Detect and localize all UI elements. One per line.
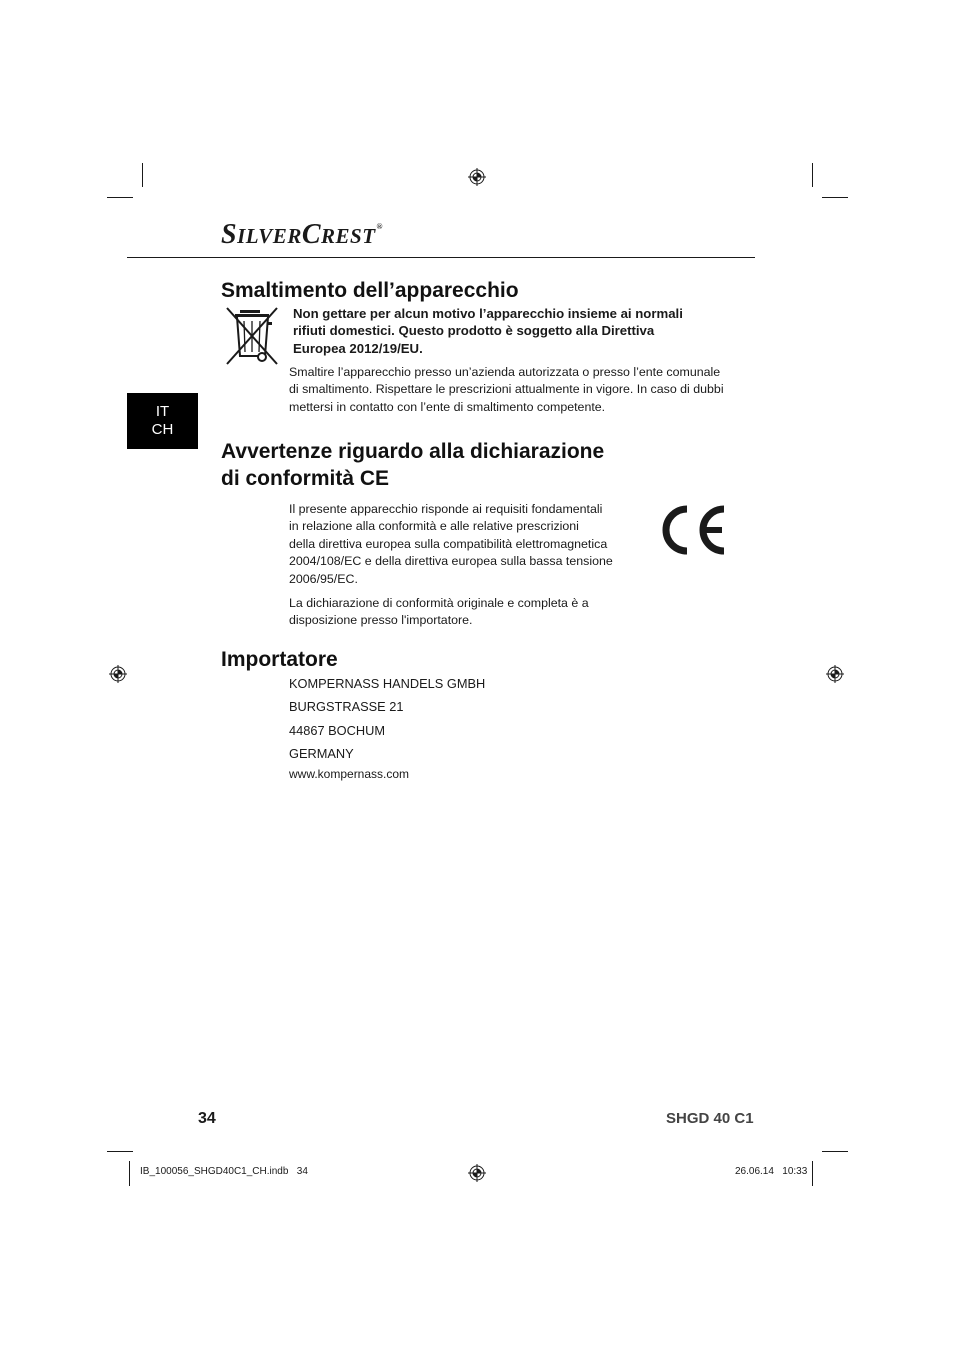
text-line: di smaltimento. Rispettare le prescrizioni attualmente in vigore. In caso di dubbi — [289, 382, 724, 397]
crop-mark — [107, 1151, 133, 1152]
section-title-ce-declaration — [221, 438, 604, 492]
print-slug-file: IB_100056_SHGD40C1_CH.indb 34 — [140, 1166, 308, 1177]
language-tab-line: CH — [151, 421, 174, 438]
logo-part: ILVER — [237, 224, 302, 248]
text-line: mettersi in contatto con l’ente di smaltimento competente. — [289, 399, 606, 414]
crop-mark — [812, 1161, 813, 1186]
ce-conformity-text — [289, 501, 613, 588]
logo-part: S — [221, 219, 238, 250]
importer-website[interactable]: www.kompernass.com — [289, 767, 410, 781]
crop-mark — [142, 163, 143, 187]
crop-mark — [822, 197, 848, 198]
registration-mark-icon — [468, 168, 486, 186]
crop-mark — [107, 197, 133, 198]
address-line: 44867 BOCHUM — [289, 722, 386, 738]
text-line: Il presente apparecchio risponde ai requisiti fondamentali — [289, 502, 603, 516]
registration-mark-icon — [468, 1164, 486, 1182]
crossed-out-wheelie-bin-icon — [223, 306, 281, 368]
text-line: rifiuti domestici. Questo prodotto è soggetto alla Direttiva — [293, 323, 655, 339]
header-rule — [127, 257, 755, 258]
address-line: BURGSTRASSE 21 — [289, 699, 404, 715]
registered-mark: ® — [376, 222, 384, 231]
page-number: 34 — [198, 1110, 216, 1127]
address-line: KOMPERNASS HANDELS GMBH — [289, 676, 486, 691]
silvercrest-logo — [221, 219, 383, 251]
language-tab-line: IT — [155, 403, 170, 420]
text-line: in relazione alla conformità e alle relative prescrizioni — [289, 519, 579, 534]
logo-part: REST — [321, 224, 376, 248]
text-line: La dichiarazione di conformità originale e completa è a — [289, 596, 589, 610]
title-line: di conformità CE — [221, 467, 390, 490]
text-line: disposizione presso l'importatore. — [289, 613, 473, 628]
text-line: Non gettare per alcun motivo l’apparecchio insieme ai normali — [293, 306, 683, 321]
crop-mark — [822, 1151, 848, 1152]
disposal-warning — [293, 305, 683, 357]
language-tab — [127, 393, 198, 449]
text-line: 2006/95/EC. — [289, 571, 358, 586]
crop-mark — [129, 1161, 130, 1186]
ce-mark-icon — [656, 505, 728, 555]
registration-mark-icon — [109, 665, 127, 683]
logo-part: C — [301, 219, 322, 250]
disposal-instructions — [289, 364, 724, 416]
ce-declaration-availability — [289, 595, 589, 630]
model-number: SHGD 40 C1 — [666, 1110, 754, 1127]
section-title-importer: Importatore — [221, 648, 338, 671]
title-line: Avvertenze riguardo alla dichiarazione — [221, 440, 605, 463]
crop-mark — [812, 163, 813, 187]
registration-mark-icon — [826, 665, 844, 683]
text-line: 2004/108/EC e della direttiva europea sulla bassa tensione — [289, 554, 613, 569]
text-line: Europea 2012/19/EU. — [293, 340, 423, 356]
text-line: della direttiva europea sulla compatibilità elettromagnetica — [289, 536, 608, 551]
section-title-disposal: Smaltimento dell’apparecchio — [221, 279, 519, 302]
text-line: Smaltire l’apparecchio presso un’azienda autorizzata o presso l’ente comunale — [289, 365, 721, 379]
address-line: GERMANY — [289, 745, 354, 761]
print-slug-date: 26.06.14 10:33 — [735, 1166, 808, 1177]
importer-address — [289, 672, 485, 765]
